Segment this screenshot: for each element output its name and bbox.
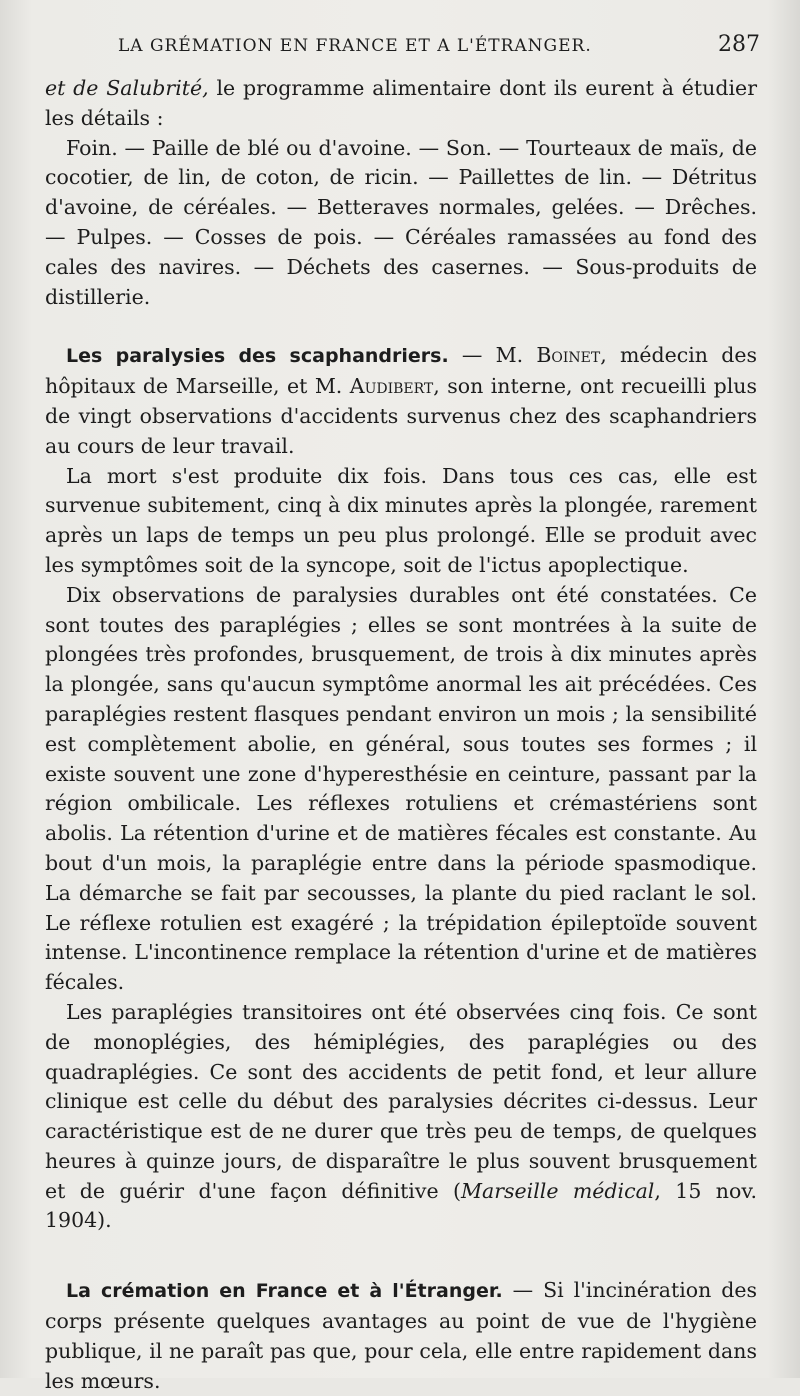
paragraph-deaths xyxy=(45,462,757,581)
page-number: 287 xyxy=(718,32,760,57)
deaths-text: La mort s'est produite dix fois. Dans tous ces cas, elle est survenue subitement, cinq à dix minutes après la plongée, rarement après un laps de temps un peu plus prolongé. Elle se produit avec les symptômes soit de la syncope, soit de l'ictus apoplectique. xyxy=(45,463,757,577)
paragraph-durable-paralysis xyxy=(45,581,757,998)
paragraph-feed-list xyxy=(45,134,757,313)
paragraph-transitory-paralysis xyxy=(45,998,757,1236)
section-title-cremation: La crémation en France et à l'Étranger. xyxy=(66,1280,503,1303)
paragraph-scaphandriers xyxy=(45,341,757,461)
scaphandriers-text-1: — M. xyxy=(448,343,537,368)
author-audibert: Audibert xyxy=(349,374,434,399)
feed-list-text: Foin. — Paille de blé ou d'avoine. — Son. — Tourteaux de maïs, de cocotier, de lin, de coton, de ricin. — Paillettes de lin. — Détritus d'avoine, de céréales. — Betteraves normales, gelées. — Drêches. — Pulpes. — Cosses de pois. — Céréales ramassées au fond des cales des navires. — Déchets des casernes. — Sous-produits de distillerie. xyxy=(45,135,757,309)
transitory-text-1: Les paraplégies transitoires ont été observées cinq fois. Ce sont de monoplégies, des hémiplégies, des paraplégies ou des quadraplégies. Ce sont des accidents de petit fond, et leur allure clinique est celle du début des paralysies décrites ci-dessus. Leur caractéristique est de ne durer que très peu de temps, de quelques heures à quinze jours, de disparaître le plus souvent brusquement et de guérir d'une façon définitive ( xyxy=(45,999,757,1203)
section-title-scaphandriers: Les paralysies des scaphandriers. xyxy=(66,345,449,368)
continuation-text: le programme alimentaire dont ils eurent à étudier les détails : xyxy=(45,76,757,130)
continuation-italic: et de Salubrité, xyxy=(45,76,209,100)
paragraph-cremation xyxy=(45,1276,757,1396)
paragraph-continuation xyxy=(45,74,757,134)
running-title: LA GRÉMATION EN FRANCE ET A L'ÉTRANGER. xyxy=(118,36,592,56)
source-citation: Marseille médical xyxy=(460,1178,655,1203)
body-text xyxy=(45,74,757,1396)
scaphandriers-text-2: , médecin des hôpitaux de Marseille, et M. xyxy=(45,343,757,399)
durable-paralysis-text: Dix observations de paralysies durables ont été constatées. Ce sont toutes des paraplégies ; elles se sont montrées à la suite de plongées très profondes, brusquement, de trois à dix minutes après la plongée, sans qu'aucun symptôme anormal les ait précédées. Ces paraplégies restent flasques pendant environ un mois ; la sensibilité est complètement abolie, en général, sous toutes ses formes ; il existe souvent une zone d'hyperesthésie en ceinture, passant par la région ombilicale. Les réflexes rotuliens et crémastériens sont abolis. La rétention d'urine et de matières fécales est constante. Au bout d'un mois, la paraplégie entre dans la période spasmodique. La démarche se fait par secousses, la plante du pied raclant le sol. Le réflexe rotulien est exagéré ; la trépidation épileptoïde souvent intense. L'incontinence remplace la rétention d'urine et de matières fécales. xyxy=(45,582,757,995)
cremation-text: — Si l'incinération des corps présente quelques avantages au point de vue de l'hygiène publique, il ne paraît pas que, pour cela, elle entre rapidement dans les mœurs. xyxy=(45,1278,757,1393)
author-boinet: Boinet xyxy=(536,343,601,368)
transitory-text-2: , 15 nov. 1904). xyxy=(45,1178,757,1233)
scaphandriers-text-3: , son interne, ont recueilli plus de vingt observations d'accidents survenus chez des scaphandriers au cours de leur travail. xyxy=(45,374,757,458)
running-head xyxy=(118,32,760,66)
